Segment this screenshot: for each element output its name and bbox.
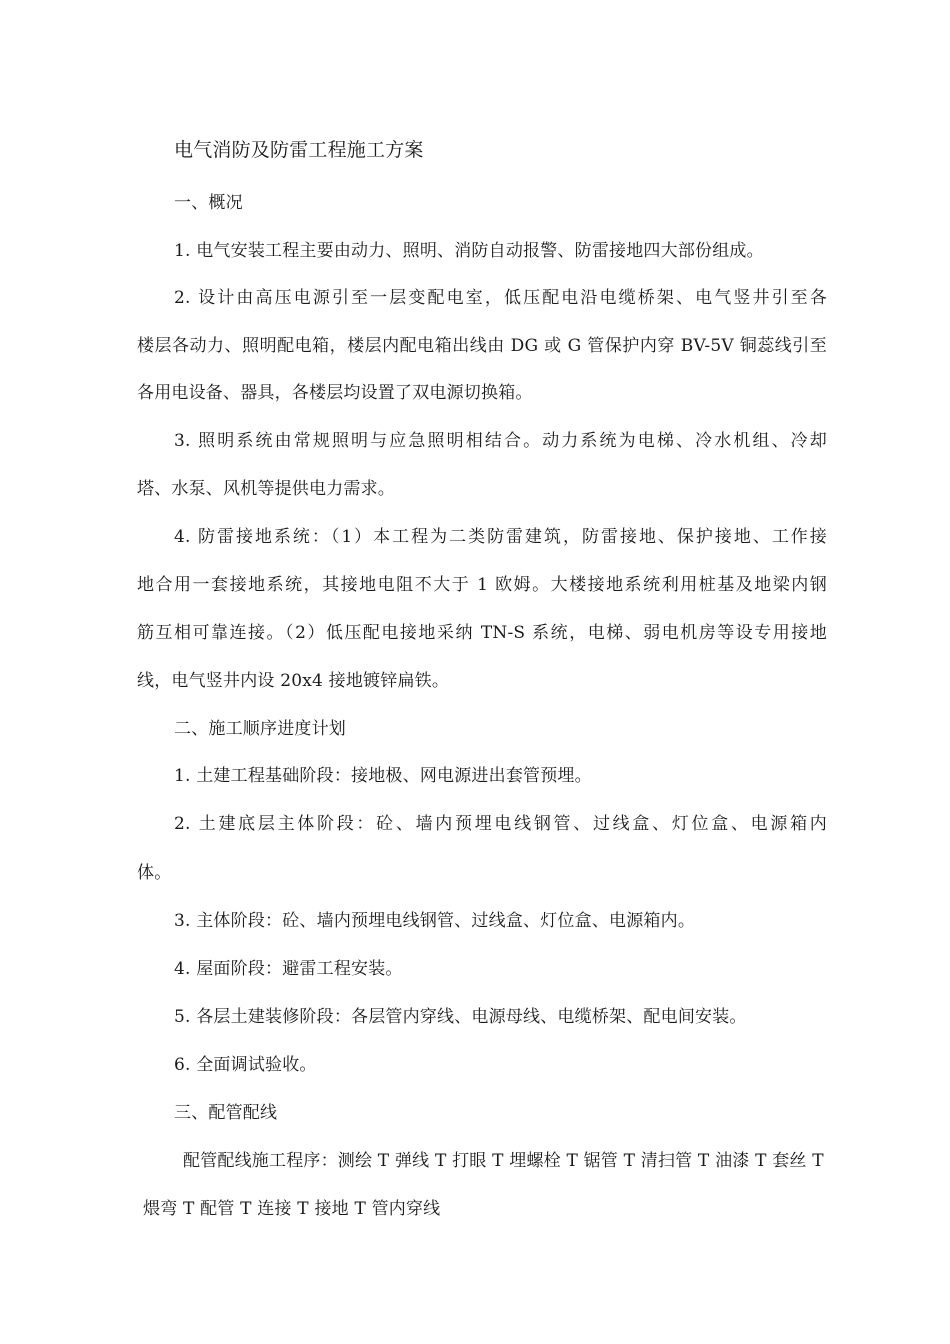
overview-item-2-line-3: 各用电设备、器具，各楼层均设置了双电源切换箱。 [137,383,533,403]
schedule-item-4: 4. 屋面阶段：避雷工程安装。 [174,959,403,979]
schedule-item-2-line-2: 体。 [137,863,172,883]
overview-item-4-line-4: 线，电气竖井内设 20x4 接地镀锌扁铁。 [137,671,450,691]
overview-item-3-line-1: 3. 照明系统由常规照明与应急照明相结合。动力系统为电梯、冷水机组、冷却 [174,431,827,451]
schedule-item-5: 5. 各层土建装修阶段：各层管内穿线、电源母线、电缆桥架、配电间安装。 [174,1007,747,1027]
schedule-item-2-line-1: 2. 土建底层主体阶段：砼、墙内预埋电线钢管、过线盒、灯位盒、电源箱内 [174,814,827,834]
overview-item-4-line-1: 4. 防雷接地系统：（1）本工程为二类防雷建筑，防雷接地、保护接地、工作接 [174,527,827,547]
section-heading-schedule: 二、施工顺序进度计划 [174,719,346,739]
overview-item-1: 1. 电气安装工程主要由动力、照明、消防自动报警、防雷接地四大部份组成。 [174,241,764,261]
overview-item-3-line-2: 塔、水泵、风机等提供电力需求。 [137,479,395,499]
schedule-item-1: 1. 土建工程基础阶段：接地极、网电源进出套管预埋。 [174,766,592,786]
overview-item-2-line-2: 楼层各动力、照明配电箱，楼层内配电箱出线由 DG 或 G 管保护内穿 BV-5V 铜蕊线引至 [137,336,827,356]
piping-flow-line-2: 煨弯 T 配管 T 连接 T 接地 T 管内穿线 [143,1199,441,1219]
overview-item-4-line-3: 筋互相可靠连接。（2）低压配电接地采纳 TN-S 系统，电梯、弱电机房等设专用接地 [137,623,827,643]
overview-item-2-line-1: 2. 设计由高压电源引至一层变配电室，低压配电沿电缆桥架、电气竖井引至各 [174,288,827,308]
schedule-item-3: 3. 主体阶段：砼、墙内预埋电线钢管、过线盒、灯位盒、电源箱内。 [174,911,696,931]
piping-flow-line-1: 配管配线施工程序：测绘 T 弹线 T 打眼 T 埋螺栓 T 锯管 T 清扫管 T 油漆 T 套丝 T [183,1151,824,1171]
overview-item-4-line-2: 地合用一套接地系统，其接地电阻不大于 1 欧姆。大楼接地系统利用桩基及地梁内钢 [137,575,827,595]
section-heading-overview: 一、概况 [174,193,243,213]
section-heading-piping: 三、配管配线 [174,1103,278,1123]
document-title: 电气消防及防雷工程施工方案 [174,139,424,161]
schedule-item-6: 6. 全面调试验收。 [174,1055,317,1075]
